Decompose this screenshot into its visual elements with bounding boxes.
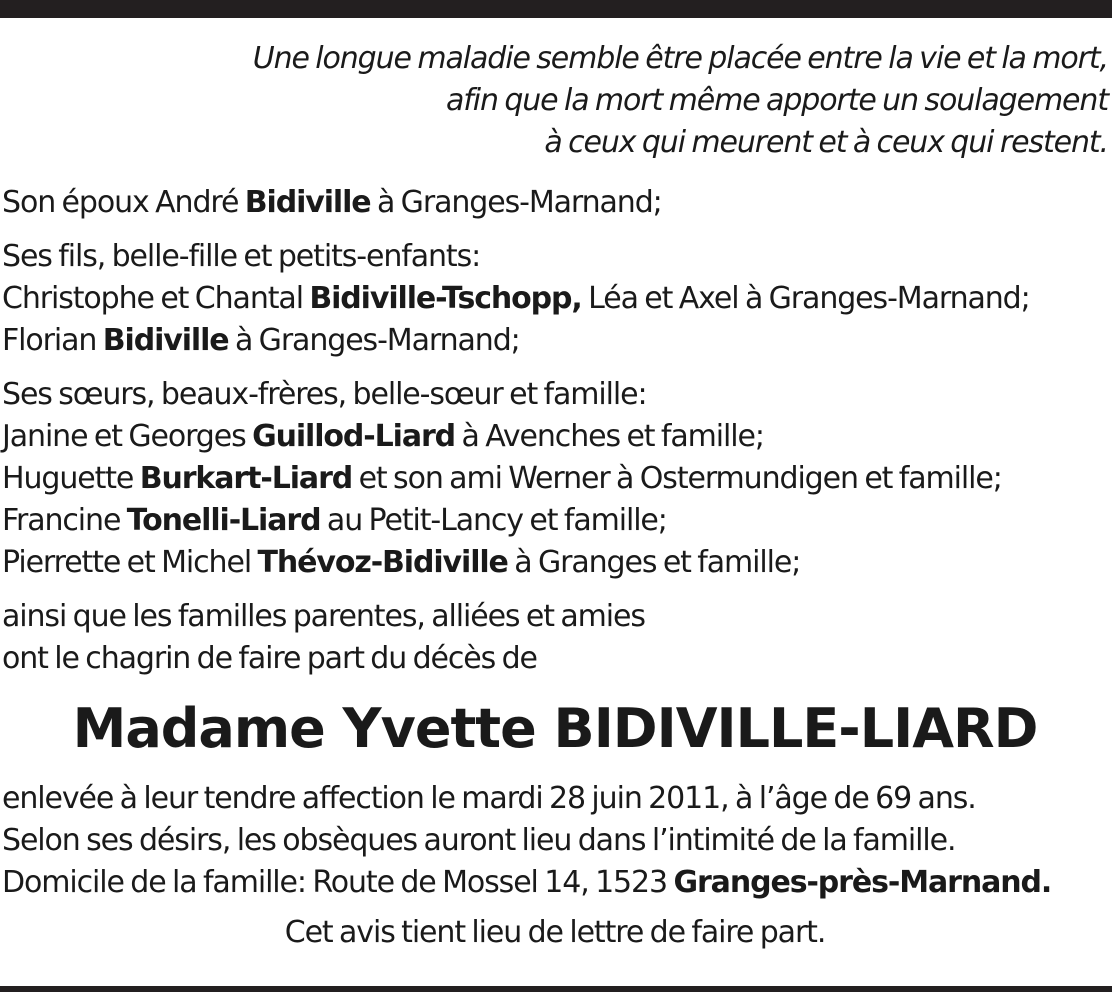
spouse-section bbox=[2, 182, 1108, 224]
relative-prefix: Francine bbox=[2, 503, 127, 538]
relative-surname: Thévoz-Bidiville bbox=[257, 545, 508, 580]
relative-surname: Bidiville-Tschopp, bbox=[309, 281, 582, 316]
relative-surname: Burkart-Liard bbox=[139, 461, 353, 496]
children-line bbox=[2, 320, 1108, 362]
spouse-suffix: à Granges-Marnand; bbox=[370, 185, 662, 220]
relative-prefix: Florian bbox=[2, 323, 103, 358]
relative-surname: Bidiville bbox=[102, 323, 229, 358]
relative-prefix: Huguette bbox=[2, 461, 140, 496]
address-line bbox=[2, 862, 1108, 904]
relative-surname: Tonelli-Liard bbox=[126, 503, 321, 538]
relative-prefix: Janine et Georges bbox=[2, 419, 253, 454]
quote-line: Une longue maladie semble être placée entre la vie et la mort, bbox=[252, 41, 1108, 76]
sibling-line bbox=[2, 500, 1108, 542]
announcement-line: ont le chagrin de faire part du décès de bbox=[2, 641, 537, 676]
relative-suffix: au Petit-Lancy et famille; bbox=[320, 503, 667, 538]
children-section bbox=[2, 236, 1108, 362]
relative-surname: Guillod-Liard bbox=[252, 419, 456, 454]
spouse-surname: Bidiville bbox=[244, 185, 371, 220]
relative-suffix: à Granges-Marnand; bbox=[228, 323, 520, 358]
details-section bbox=[2, 778, 1108, 904]
spouse-prefix: Son époux André bbox=[2, 185, 245, 220]
spouse-line bbox=[2, 182, 1108, 224]
address-place: Granges-près-Marnand. bbox=[673, 865, 1052, 900]
relative-suffix: et son ami Werner à Ostermundigen et famille; bbox=[352, 461, 1002, 496]
relative-prefix: Christophe et Chantal bbox=[2, 281, 310, 316]
epigraph-quote bbox=[2, 38, 1108, 164]
details-line: enlevée à leur tendre affection le mardi 28 juin 2011, à l’âge de 69 ans. bbox=[2, 781, 976, 816]
sibling-line bbox=[2, 458, 1108, 500]
relative-suffix: à Granges et famille; bbox=[507, 545, 801, 580]
quote-line: afin que la mort même apporte un soulagement bbox=[446, 83, 1108, 118]
sibling-line bbox=[2, 542, 1108, 584]
top-border-rule bbox=[0, 0, 1112, 18]
announcement-section bbox=[2, 596, 1108, 680]
relative-prefix: Pierrette et Michel bbox=[2, 545, 258, 580]
relative-suffix: à Avenches et famille; bbox=[455, 419, 764, 454]
address-prefix: Domicile de la famille: Route de Mossel 14, 1523 bbox=[2, 865, 674, 900]
details-line: Selon ses désirs, les obsèques auront lieu dans l’intimité de la famille. bbox=[2, 823, 956, 858]
bottom-border-rule bbox=[0, 986, 1112, 992]
children-line bbox=[2, 278, 1108, 320]
deceased-name-heading: Madame Yvette BIDIVILLE-LIARD bbox=[72, 697, 1038, 760]
siblings-intro: Ses sœurs, beaux-frères, belle-sœur et famille: bbox=[2, 377, 647, 412]
closing-note: Cet avis tient lieu de lettre de faire part. bbox=[284, 915, 826, 950]
quote-line: à ceux qui meurent et à ceux qui restent. bbox=[544, 125, 1108, 160]
announcement-line: ainsi que les familles parentes, alliées et amies bbox=[2, 599, 645, 634]
obituary-notice bbox=[2, 38, 1108, 954]
children-intro: Ses fils, belle-fille et petits-enfants: bbox=[2, 239, 481, 274]
sibling-line bbox=[2, 416, 1108, 458]
relative-suffix: Léa et Axel à Granges-Marnand; bbox=[581, 281, 1030, 316]
siblings-section bbox=[2, 374, 1108, 584]
